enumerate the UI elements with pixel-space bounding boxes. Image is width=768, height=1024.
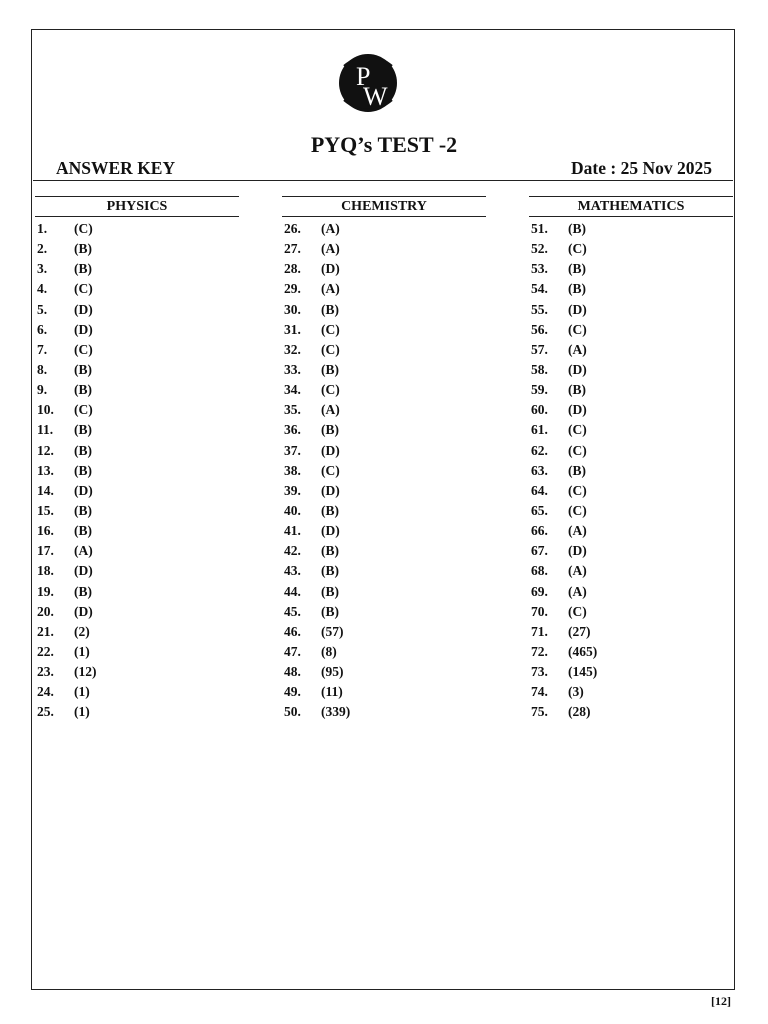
answer-row: [35, 501, 239, 521]
answer-row: [282, 259, 486, 279]
page-number: [12]: [711, 994, 731, 1008]
answer-value: (11): [321, 684, 343, 700]
question-number: 36.: [284, 422, 301, 438]
question-number: 28.: [284, 261, 301, 277]
question-number: 59.: [531, 382, 548, 398]
answer-row: [35, 602, 239, 622]
answer-value: (D): [568, 301, 587, 317]
answer-row: [35, 340, 239, 360]
answer-value: (B): [321, 563, 339, 579]
answer-value: (2): [74, 623, 90, 639]
question-number: 55.: [531, 301, 548, 317]
answer-value: (B): [321, 301, 339, 317]
answer-row: [529, 682, 733, 702]
answer-value: (B): [74, 462, 92, 478]
answer-value: (D): [74, 563, 93, 579]
answer-row: [35, 622, 239, 642]
answer-row: [529, 481, 733, 501]
answer-row: [282, 239, 486, 259]
question-number: 74.: [531, 684, 548, 700]
question-number: 20.: [37, 603, 54, 619]
column-heading: CHEMISTRY: [282, 196, 486, 217]
answer-value: (A): [321, 402, 340, 418]
answer-value: (27): [568, 623, 591, 639]
question-number: 7.: [37, 341, 48, 357]
answer-value: (A): [321, 281, 340, 297]
answer-row: [35, 682, 239, 702]
question-number: 33.: [284, 361, 301, 377]
answer-row: [529, 702, 733, 722]
answer-row: [35, 360, 239, 380]
answer-value: (B): [321, 361, 339, 377]
question-number: 24.: [37, 684, 54, 700]
question-number: 23.: [37, 664, 54, 680]
answer-list: [529, 219, 733, 723]
answer-row: [35, 259, 239, 279]
answer-row: [282, 521, 486, 541]
answer-row: [529, 219, 733, 239]
test-date: Date : 25 Nov 2025: [571, 158, 712, 178]
answer-value: (B): [568, 462, 586, 478]
answer-value: (D): [321, 523, 340, 539]
question-number: 3.: [37, 261, 48, 277]
answer-value: (A): [74, 543, 93, 559]
answer-row: [529, 541, 733, 561]
answer-row: [282, 682, 486, 702]
question-number: 1.: [37, 221, 48, 236]
answer-value: (C): [321, 341, 340, 357]
answer-value: (A): [321, 241, 340, 257]
answer-value: (A): [321, 221, 340, 236]
physics-column: [35, 196, 239, 723]
answer-value: (D): [568, 543, 587, 559]
answer-value: (B): [568, 382, 586, 398]
answer-row: [529, 420, 733, 440]
answer-value: (B): [74, 422, 92, 438]
answer-key-label: ANSWER KEY: [56, 158, 176, 178]
answer-value: (D): [568, 361, 587, 377]
answer-row: [529, 441, 733, 461]
answer-value: (95): [321, 664, 344, 680]
answer-value: (B): [74, 361, 92, 377]
answer-row: [282, 602, 486, 622]
answer-row: [282, 622, 486, 642]
answer-value: (C): [568, 482, 587, 498]
answer-value: (C): [568, 603, 587, 619]
question-number: 50.: [284, 704, 301, 720]
answer-row: [529, 501, 733, 521]
question-number: 15.: [37, 502, 54, 518]
answer-value: (B): [74, 241, 92, 257]
answer-value: (A): [568, 523, 587, 539]
answer-row: [282, 340, 486, 360]
question-number: 49.: [284, 684, 301, 700]
question-number: 35.: [284, 402, 301, 418]
answer-value: (3): [568, 684, 584, 700]
mathematics-column: [529, 196, 733, 723]
answer-row: [282, 561, 486, 581]
question-number: 38.: [284, 462, 301, 478]
question-number: 66.: [531, 523, 548, 539]
answer-value: (A): [568, 563, 587, 579]
answer-row: [282, 320, 486, 340]
question-number: 45.: [284, 603, 301, 619]
answer-value: (C): [321, 462, 340, 478]
answer-value: (465): [568, 643, 598, 659]
answer-row: [529, 461, 733, 481]
answer-row: [35, 702, 239, 722]
answer-value: (B): [568, 221, 586, 236]
question-number: 69.: [531, 583, 548, 599]
answer-row: [529, 320, 733, 340]
answer-row: [35, 561, 239, 581]
answer-row: [35, 441, 239, 461]
answer-value: (B): [321, 502, 339, 518]
answer-row: [282, 582, 486, 602]
answer-row: [35, 320, 239, 340]
question-number: 52.: [531, 241, 548, 257]
answer-value: (B): [74, 261, 92, 277]
question-number: 30.: [284, 301, 301, 317]
question-number: 60.: [531, 402, 548, 418]
question-number: 29.: [284, 281, 301, 297]
answer-value: (C): [568, 321, 587, 337]
answer-value: (B): [321, 422, 339, 438]
answer-row: [282, 501, 486, 521]
answer-row: [35, 481, 239, 501]
answer-row: [282, 541, 486, 561]
question-number: 4.: [37, 281, 48, 297]
answer-value: (B): [568, 281, 586, 297]
answer-row: [282, 481, 486, 501]
question-number: 17.: [37, 543, 54, 559]
question-number: 31.: [284, 321, 301, 337]
question-number: 12.: [37, 442, 54, 458]
answer-value: (A): [568, 341, 587, 357]
answer-row: [529, 642, 733, 662]
question-number: 73.: [531, 664, 548, 680]
answer-value: (C): [74, 341, 93, 357]
question-number: 54.: [531, 281, 548, 297]
answer-value: (1): [74, 684, 90, 700]
question-number: 71.: [531, 623, 548, 639]
question-number: 18.: [37, 563, 54, 579]
header-divider: [33, 180, 733, 181]
answer-row: [529, 340, 733, 360]
answer-value: (B): [74, 502, 92, 518]
answer-value: (C): [568, 502, 587, 518]
answer-row: [282, 702, 486, 722]
answer-row: [282, 300, 486, 320]
answer-value: (B): [568, 261, 586, 277]
question-number: 72.: [531, 643, 548, 659]
answer-value: (D): [321, 482, 340, 498]
column-heading: PHYSICS: [35, 196, 239, 217]
answer-row: [35, 461, 239, 481]
question-number: 62.: [531, 442, 548, 458]
answer-value: (C): [568, 422, 587, 438]
question-number: 14.: [37, 482, 54, 498]
answer-row: [529, 622, 733, 642]
question-number: 26.: [284, 221, 301, 236]
question-number: 42.: [284, 543, 301, 559]
answer-row: [282, 360, 486, 380]
answer-value: (1): [74, 643, 90, 659]
question-number: 25.: [37, 704, 54, 720]
answer-value: (D): [321, 261, 340, 277]
answer-value: (12): [74, 664, 97, 680]
question-number: 56.: [531, 321, 548, 337]
answer-value: (57): [321, 623, 344, 639]
answer-row: [35, 582, 239, 602]
question-number: 6.: [37, 321, 48, 337]
answer-row: [35, 420, 239, 440]
answer-row: [529, 259, 733, 279]
answer-row: [529, 521, 733, 541]
pw-logo-icon: [334, 52, 402, 114]
answer-list: [35, 219, 239, 723]
question-number: 67.: [531, 543, 548, 559]
answer-value: (C): [568, 442, 587, 458]
answer-row: [282, 400, 486, 420]
question-number: 57.: [531, 341, 548, 357]
question-number: 27.: [284, 241, 301, 257]
question-number: 22.: [37, 643, 54, 659]
answer-row: [282, 279, 486, 299]
answer-row: [282, 441, 486, 461]
question-number: 58.: [531, 361, 548, 377]
answer-value: (C): [321, 382, 340, 398]
answer-row: [529, 400, 733, 420]
answer-value: (1): [74, 704, 90, 720]
question-number: 16.: [37, 523, 54, 539]
question-number: 21.: [37, 623, 54, 639]
answer-value: (8): [321, 643, 337, 659]
question-number: 2.: [37, 241, 48, 257]
answer-value: (C): [74, 281, 93, 297]
answer-row: [35, 400, 239, 420]
answer-value: (D): [568, 402, 587, 418]
question-number: 10.: [37, 402, 54, 418]
answer-row: [35, 300, 239, 320]
answer-value: (145): [568, 664, 598, 680]
answer-value: (D): [74, 603, 93, 619]
answer-row: [282, 380, 486, 400]
answer-value: (B): [74, 523, 92, 539]
answer-row: [529, 300, 733, 320]
answer-row: [529, 380, 733, 400]
answer-row: [282, 662, 486, 682]
chemistry-column: [282, 196, 486, 723]
answer-value: (B): [321, 583, 339, 599]
answer-value: (B): [321, 603, 339, 619]
answer-value: (D): [74, 482, 93, 498]
question-number: 9.: [37, 382, 48, 398]
svg-text:P: P: [356, 62, 371, 91]
answer-row: [35, 239, 239, 259]
answer-value: (B): [74, 583, 92, 599]
answer-row: [282, 461, 486, 481]
answer-row: [529, 582, 733, 602]
question-number: 40.: [284, 502, 301, 518]
answer-row: [529, 602, 733, 622]
question-number: 51.: [531, 221, 548, 236]
answer-row: [529, 662, 733, 682]
question-number: 47.: [284, 643, 301, 659]
answer-row: [35, 642, 239, 662]
question-number: 48.: [284, 664, 301, 680]
question-number: 65.: [531, 502, 548, 518]
answer-value: (C): [321, 321, 340, 337]
question-number: 11.: [37, 422, 54, 438]
answer-row: [35, 279, 239, 299]
answer-row: [282, 420, 486, 440]
answer-value: (28): [568, 704, 591, 720]
answer-row: [529, 360, 733, 380]
question-number: 63.: [531, 462, 548, 478]
answer-row: [282, 219, 486, 239]
question-number: 39.: [284, 482, 301, 498]
answer-row: [529, 279, 733, 299]
question-number: 41.: [284, 523, 301, 539]
question-number: 70.: [531, 603, 548, 619]
question-number: 13.: [37, 462, 54, 478]
answer-value: (A): [568, 583, 587, 599]
answer-value: (D): [74, 321, 93, 337]
question-number: 44.: [284, 583, 301, 599]
answer-value: (B): [74, 382, 92, 398]
question-number: 64.: [531, 482, 548, 498]
answer-row: [282, 642, 486, 662]
answer-value: (339): [321, 704, 351, 720]
answer-row: [529, 239, 733, 259]
question-number: 34.: [284, 382, 301, 398]
question-number: 75.: [531, 704, 548, 720]
answer-value: (D): [74, 301, 93, 317]
answer-row: [35, 521, 239, 541]
answer-row: [35, 380, 239, 400]
answer-list: [282, 219, 486, 723]
answer-row: [35, 541, 239, 561]
column-heading: MATHEMATICS: [529, 196, 733, 217]
question-number: 46.: [284, 623, 301, 639]
answer-value: (C): [74, 221, 93, 236]
page-title: PYQ’s TEST -2: [310, 132, 458, 157]
question-number: 61.: [531, 422, 548, 438]
answer-value: (D): [321, 442, 340, 458]
question-number: 32.: [284, 341, 301, 357]
answer-row: [35, 662, 239, 682]
svg-text:W: W: [363, 82, 388, 111]
question-number: 5.: [37, 301, 48, 317]
question-number: 43.: [284, 563, 301, 579]
question-number: 68.: [531, 563, 548, 579]
question-number: 8.: [37, 361, 48, 377]
answer-value: (B): [74, 442, 92, 458]
answer-row: [529, 561, 733, 581]
answer-value: (C): [568, 241, 587, 257]
question-number: 53.: [531, 261, 548, 277]
answer-row: [35, 219, 239, 239]
answer-value: (B): [321, 543, 339, 559]
question-number: 19.: [37, 583, 54, 599]
question-number: 37.: [284, 442, 301, 458]
answer-value: (C): [74, 402, 93, 418]
